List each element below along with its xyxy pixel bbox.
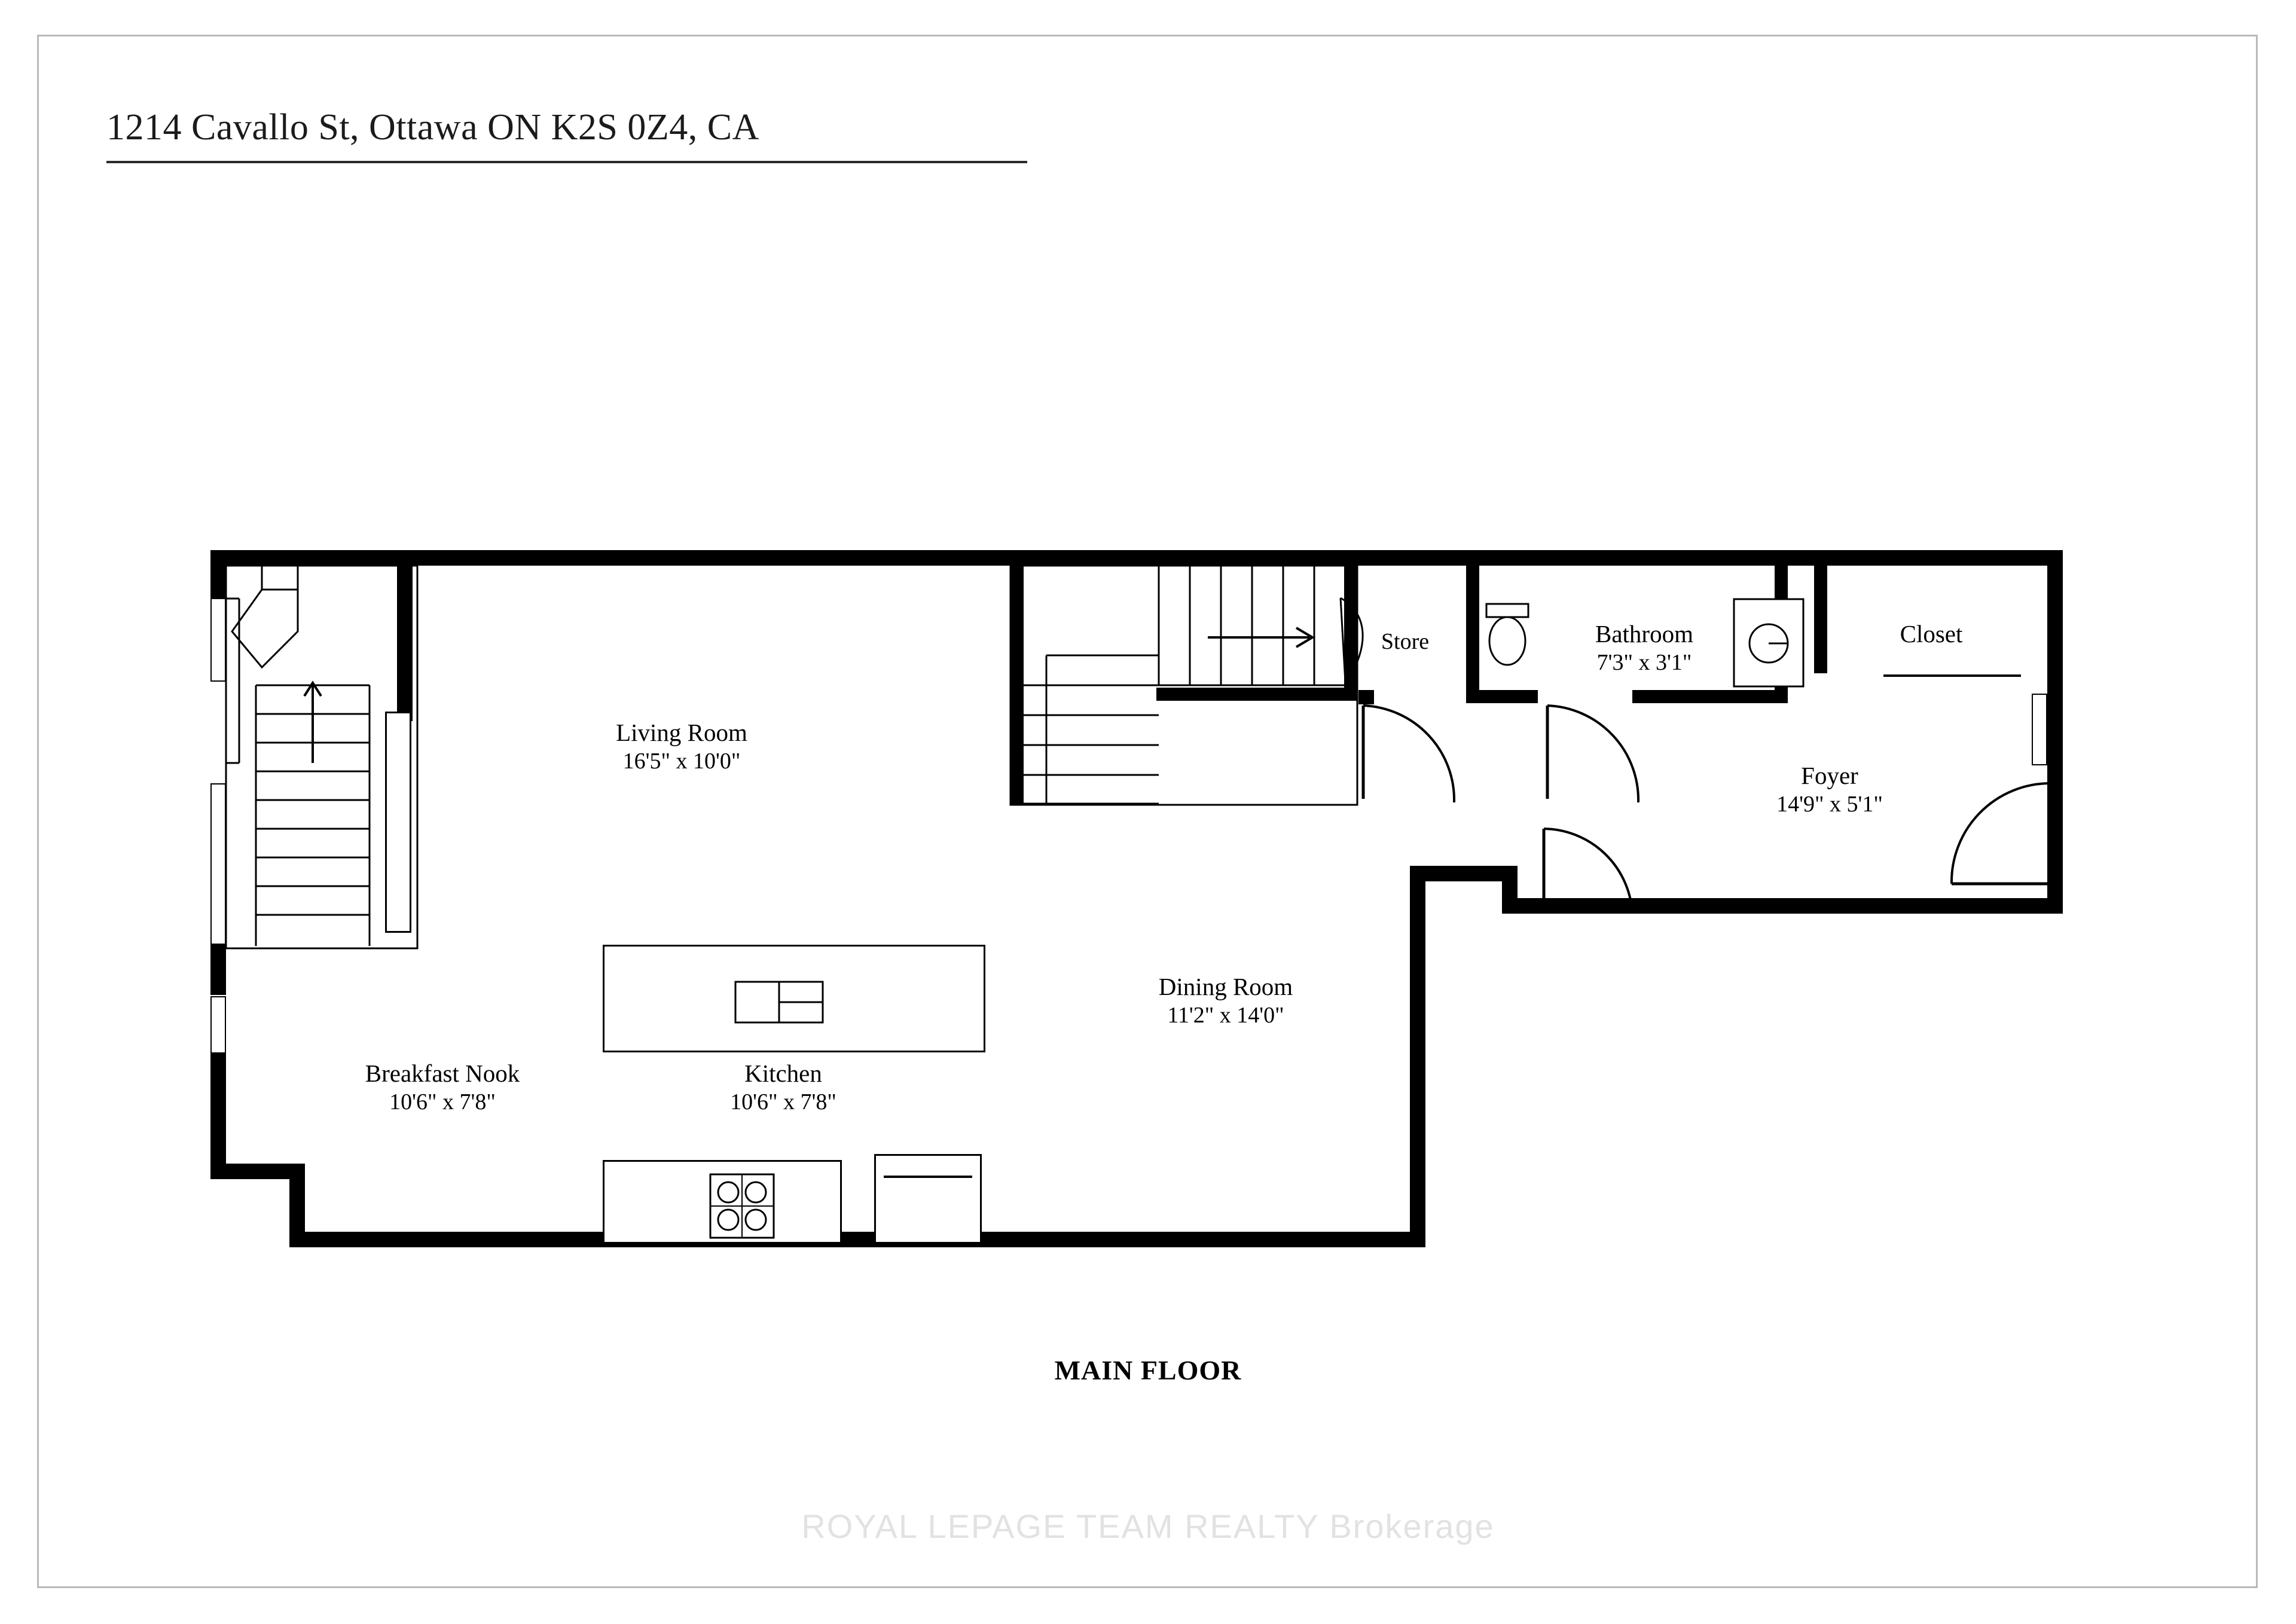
room-name: Foyer [1801,762,1858,789]
room-dimensions: 14'9" x 5'1" [1776,792,1883,817]
floor-caption: MAIN FLOOR [1054,1355,1242,1385]
room-label-closet [1842,619,2021,649]
room-name: Closet [1900,620,1963,648]
closet-window [2032,694,2047,765]
kitchen-appliance [874,1154,982,1244]
wall-stair-vestibule-right [397,566,413,721]
wall-exterior-left-lower [210,1052,226,1179]
appliance-handle [884,1176,972,1178]
room-name: Breakfast Nook [365,1060,520,1087]
wall-stair-bottom [1156,688,1357,701]
wall-exterior-left-mid [210,945,226,995]
room-name: Dining Room [1158,973,1293,1000]
room-dimensions: 10'6" x 7'8" [389,1089,496,1115]
door-bathroom [1543,703,1644,811]
wall-bathroom-bottom-right [1632,690,1788,703]
wall-exterior-bottom [289,1232,1425,1247]
room-dimensions: 7'3" x 3'1" [1596,650,1692,676]
room-dimensions: 10'6" x 7'8" [730,1089,836,1115]
room-label-breakfast-nook [299,1058,586,1116]
wall-stair-left [1010,566,1024,805]
main-staircase [1010,566,1357,805]
wall-door-store-jamb [1358,690,1374,704]
page-title: 1214 Cavallo St, Ottawa ON K2S 0Z4, CA [106,107,759,148]
stair-rail [385,712,411,933]
room-label-foyer [1698,761,1961,818]
wall-exterior-top [210,550,2063,566]
wall-kitchen-right [1410,879,1425,1247]
wall-exterior-left-upper [210,550,226,599]
closet-rod [1883,674,2021,677]
window-left-lower [210,783,226,945]
room-name: Store [1381,629,1430,654]
room-label-dining-room [1070,972,1381,1029]
door-foyer-dining [1537,825,1638,921]
window-left-upper [210,598,226,682]
window-left-nook [210,996,226,1054]
wall-closet-left [1814,566,1827,673]
wall-exterior-bottom-left-jog [210,1164,298,1179]
stove-cooktop [709,1173,775,1239]
room-name: Living Room [616,719,747,746]
room-dimensions: 16'5" x 10'0" [622,749,741,774]
room-label-store [1333,628,1477,655]
wall-dining-right [1410,866,1518,881]
room-name: Kitchen [744,1060,822,1087]
brokerage-watermark: ROYAL LEPAGE TEAM REALTY Brokerage [801,1507,1495,1545]
room-name: Bathroom [1595,620,1693,648]
room-label-living-room [526,718,837,775]
island-sink [734,981,824,1024]
wall-bathroom-bottom-left [1466,690,1538,703]
room-label-bathroom [1513,619,1776,676]
room-label-kitchen [640,1058,927,1116]
room-dimensions: 11'2" x 14'0" [1167,1003,1284,1028]
door-store [1358,703,1460,811]
